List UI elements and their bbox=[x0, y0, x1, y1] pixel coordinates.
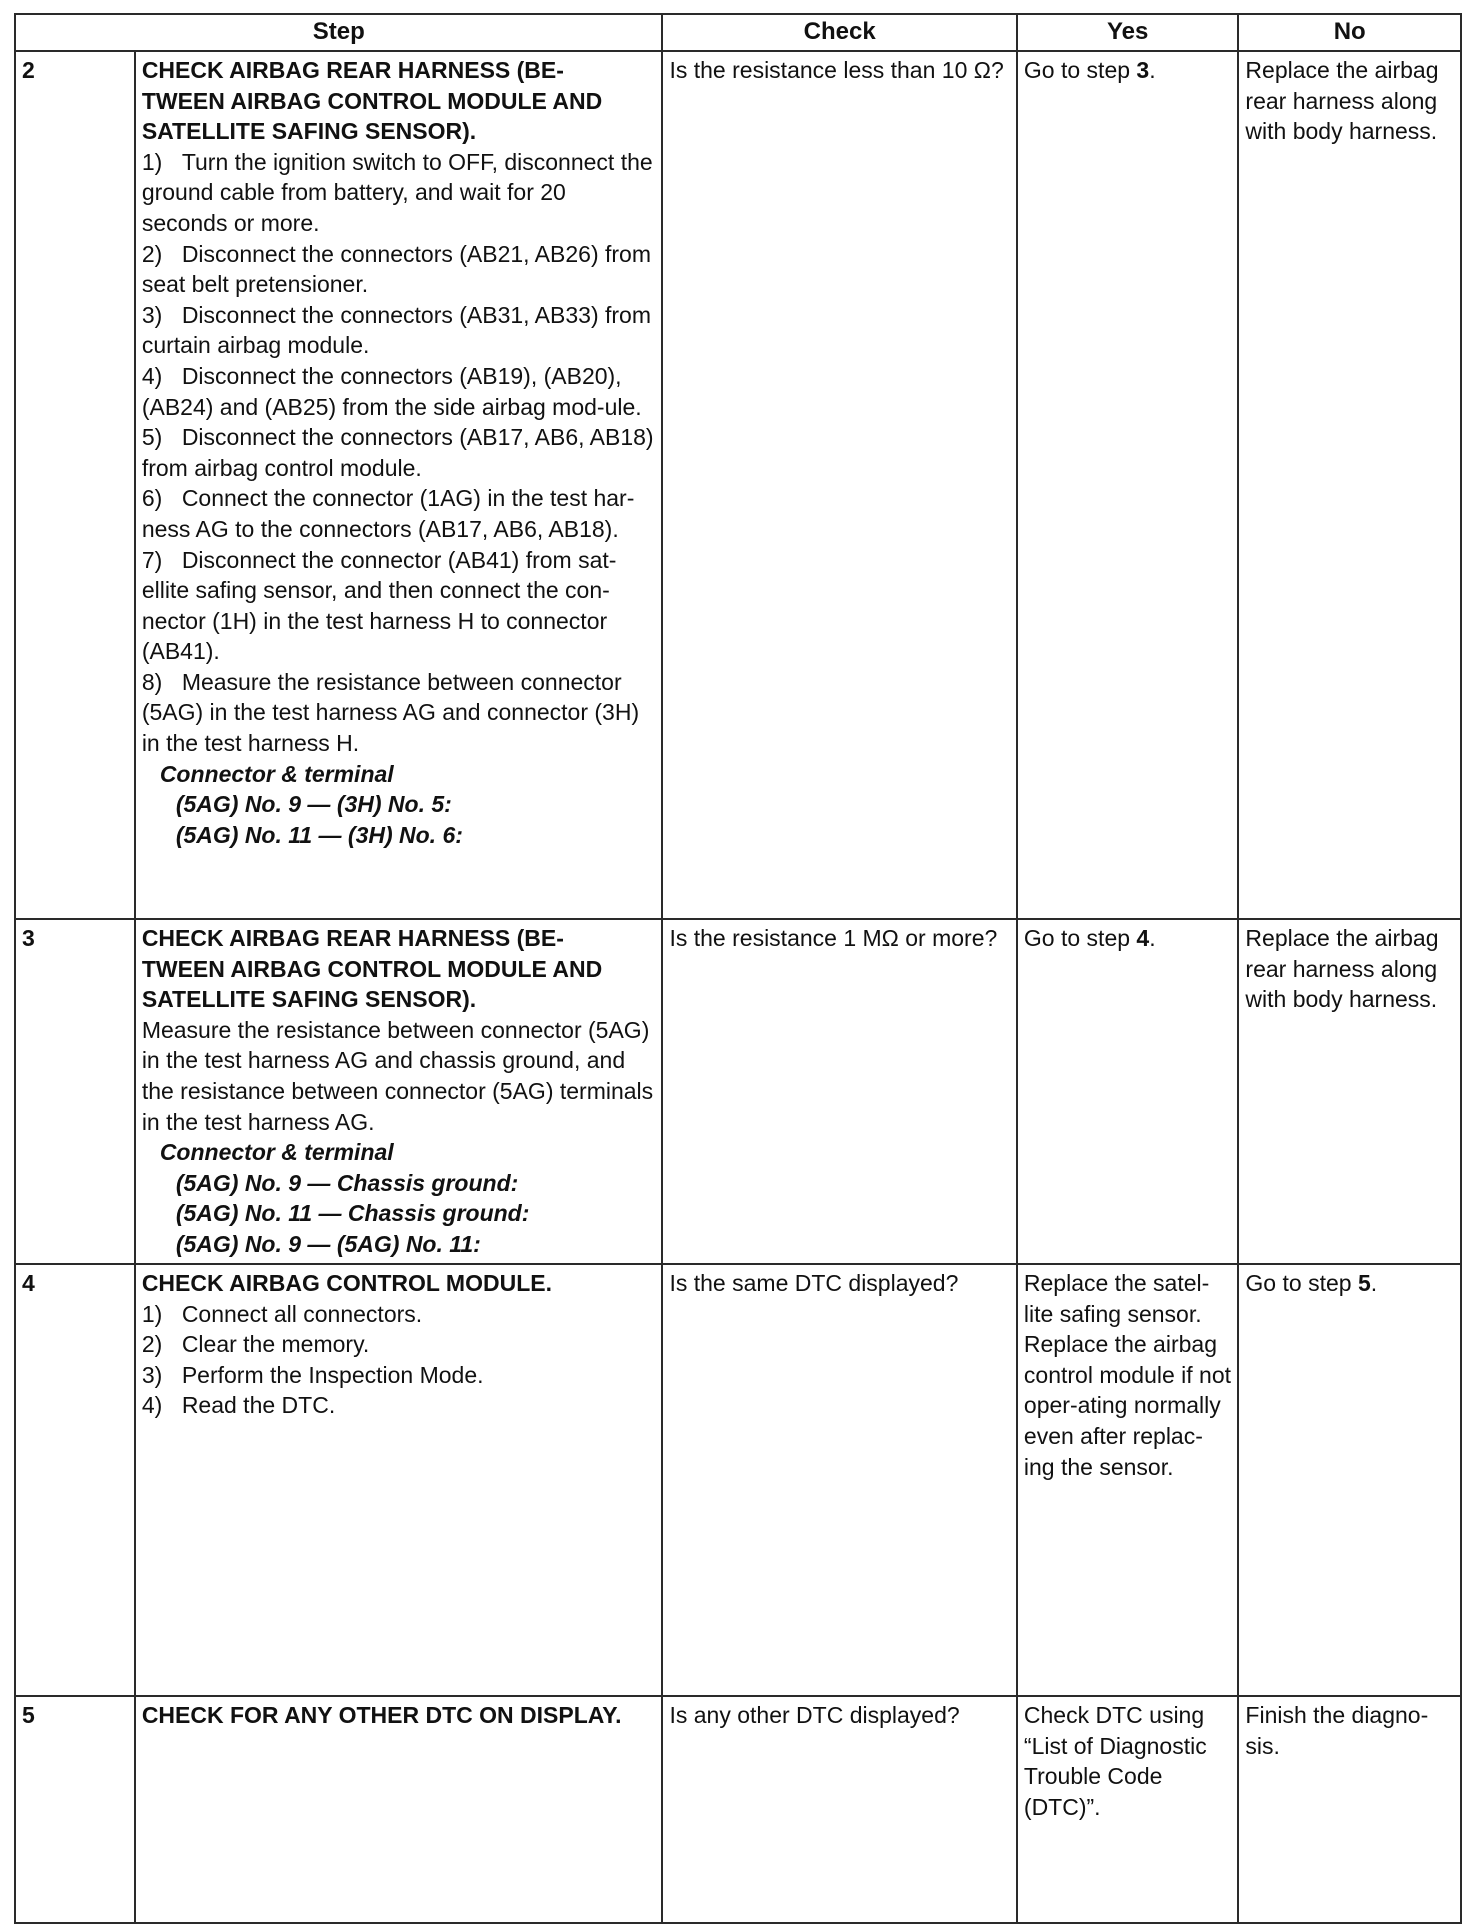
check-cell: Is any other DTC displayed? bbox=[662, 1696, 1016, 1923]
step-number: 3 bbox=[15, 919, 135, 1264]
no-cell: Go to step 5. bbox=[1238, 1264, 1461, 1696]
connector-terminal-line: (5AG) No. 11 — (3H) No. 6: bbox=[175, 821, 463, 848]
procedure-item: 5) Disconnect the connectors (AB17, AB6, AB18) from airbag control module. bbox=[141, 424, 654, 481]
procedure-item: 4) Read the DTC. bbox=[141, 1392, 336, 1419]
procedure-item: 6) Connect the connector (1AG) in the test har-ness AG to the connectors (AB17, AB6, AB18). bbox=[141, 485, 635, 542]
table-row-step-4 bbox=[15, 1264, 1461, 1696]
step-title: CHECK AIRBAG REAR HARNESS (BE- TWEEN AIRBAG CONTROL MODULE AND SATELLITE SAFING SENSOR). bbox=[141, 925, 603, 1013]
header-yes: Yes bbox=[1017, 14, 1239, 51]
procedure-item: 7) Disconnect the connector (AB41) from sat-ellite safing sensor, and then connect the con-nector (1H) in the test harness H to connector (AB41). bbox=[141, 546, 617, 665]
procedure-item: 3) Perform the Inspection Mode. bbox=[141, 1361, 484, 1388]
yes-cell: Go to step 4. bbox=[1017, 919, 1239, 1264]
step-number: 4 bbox=[15, 1264, 135, 1696]
header-check: Check bbox=[662, 14, 1016, 51]
check-cell: Is the resistance less than 10 Ω? bbox=[662, 51, 1016, 919]
connector-terminal-line: (5AG) No. 11 — Chassis ground: bbox=[175, 1200, 530, 1227]
header-step: Step bbox=[15, 14, 662, 51]
step-title: CHECK AIRBAG CONTROL MODULE. bbox=[141, 1270, 552, 1296]
table-row-step-3 bbox=[15, 919, 1461, 1264]
connector-terminal-line: (5AG) No. 9 — (5AG) No. 11: bbox=[175, 1230, 481, 1257]
diagnostic-procedure-table bbox=[14, 13, 1462, 1924]
procedure-item: 1) Turn the ignition switch to OFF, disconnect the ground cable from battery, and wait for 20 seconds or more. bbox=[141, 148, 653, 236]
check-cell: Is the same DTC displayed? bbox=[662, 1264, 1016, 1696]
step-reference: 5 bbox=[1357, 1270, 1371, 1296]
connector-terminal-heading: Connector & terminal bbox=[159, 760, 394, 787]
step-body-text: Measure the resistance between connector (5AG) in the test harness AG and chassis ground, and the resistance between connector (5AG) terminals in the test harness AG. bbox=[141, 1016, 654, 1135]
yes-cell: Replace the satel-lite safing sensor. Replace the airbag control module if not oper-ating normally even after replac-ing the sensor. bbox=[1017, 1264, 1239, 1696]
no-cell: Replace the airbag rear harness along with body harness. bbox=[1238, 919, 1461, 1264]
step-reference: 4 bbox=[1136, 925, 1150, 951]
step-number: 5 bbox=[15, 1696, 135, 1923]
header-no: No bbox=[1238, 14, 1461, 51]
step-title: CHECK AIRBAG REAR HARNESS (BE- TWEEN AIRBAG CONTROL MODULE AND SATELLITE SAFING SENSOR). bbox=[141, 57, 603, 145]
connector-terminal-line: (5AG) No. 9 — (3H) No. 5: bbox=[175, 791, 452, 818]
procedure-item: 4) Disconnect the connectors (AB19), (AB20), (AB24) and (AB25) from the side airbag mod-ule. bbox=[141, 362, 642, 420]
yes-cell: Go to step 3. bbox=[1017, 51, 1239, 919]
step-content bbox=[135, 919, 663, 1264]
no-cell: Replace the airbag rear harness along with body harness. bbox=[1238, 51, 1461, 919]
procedure-item: 8) Measure the resistance between connector (5AG) in the test harness AG and connector (3H) in the test harness H. bbox=[141, 668, 640, 757]
table-header-row bbox=[15, 14, 1461, 51]
table-row-step-5 bbox=[15, 1696, 1461, 1923]
no-cell: Finish the diagno-sis. bbox=[1238, 1696, 1461, 1923]
step-reference: 3 bbox=[1136, 57, 1150, 83]
procedure-item: 1) Connect all connectors. bbox=[141, 1300, 423, 1327]
table-row-step-2 bbox=[15, 51, 1461, 919]
procedure-item: 2) Disconnect the connectors (AB21, AB26) from seat belt pretensioner. bbox=[141, 240, 651, 298]
step-content bbox=[135, 51, 663, 919]
connector-terminal-line: (5AG) No. 9 — Chassis ground: bbox=[175, 1169, 519, 1196]
step-title: CHECK FOR ANY OTHER DTC ON DISPLAY. bbox=[141, 1702, 622, 1728]
step-content bbox=[135, 1696, 663, 1923]
procedure-item: 2) Clear the memory. bbox=[141, 1331, 370, 1358]
diagnostic-table-sheet bbox=[14, 13, 1462, 1881]
connector-terminal-heading: Connector & terminal bbox=[159, 1139, 394, 1166]
step-number: 2 bbox=[15, 51, 135, 919]
procedure-item: 3) Disconnect the connectors (AB31, AB33) from curtain airbag module. bbox=[141, 301, 651, 359]
check-cell: Is the resistance 1 MΩ or more? bbox=[662, 919, 1016, 1264]
step-content bbox=[135, 1264, 663, 1696]
yes-cell: Check DTC using “List of Diagnostic Trouble Code (DTC)”. bbox=[1017, 1696, 1239, 1923]
